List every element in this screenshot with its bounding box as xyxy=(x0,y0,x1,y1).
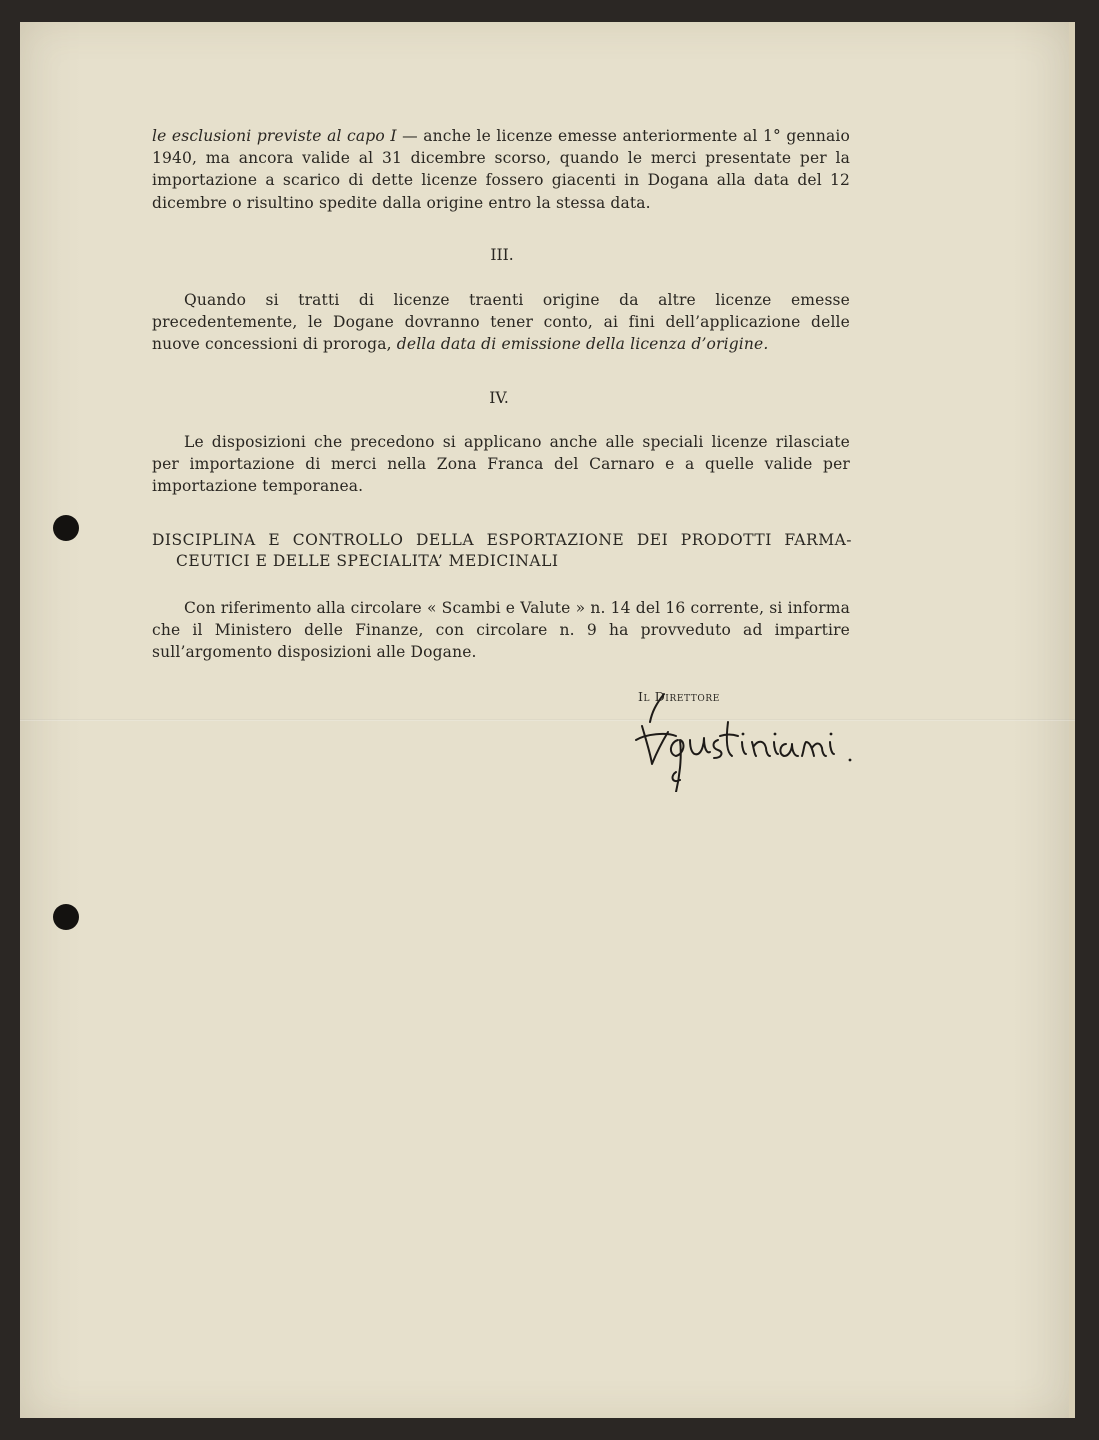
punch-hole xyxy=(53,515,79,541)
export-paragraph: Con riferimento alla circolare « Scambi e Valute » n. 14 del 16 corrente, si informa che il Ministero delle Finanze, con circolare n. 9 ha provveduto ad impartire sull’argomento disposizioni alle Dogane. xyxy=(152,599,850,662)
fold-line xyxy=(20,719,1075,721)
section-numeral-iii: III. xyxy=(490,246,514,264)
signature-title: Il Direttore xyxy=(638,689,720,704)
heading-line-2: CEUTICI E DELLE SPECIALITA’ MEDICINALI xyxy=(176,552,559,570)
punch-hole xyxy=(53,904,79,930)
section-iv-paragraph: Le disposizioni che precedono si applicano anche alle speciali licenze rilasciate per importazione di merci nella Zona Franca del Carnaro e a quelle valide per importazione temporanea. xyxy=(152,433,850,496)
section-iii-paragraph xyxy=(152,289,850,356)
italic-phrase: della data di emissione della licenza d’origine. xyxy=(396,335,769,354)
paragraph-text: — anche le licenze emesse anteriormente al 1° gennaio 1940, ma ancora valide al 31 dicembre scorso, quando le merci presentate per la importazione a scarico di dette licenze fossero giacenti in Dogana alla data del 12 dicembre o risultino spedite dalla origine entro la stessa data. xyxy=(152,127,850,212)
document-page xyxy=(20,22,1075,1418)
section-heading xyxy=(152,530,852,572)
paragraph-continuation xyxy=(152,125,850,214)
heading-line-1: DISCIPLINA E CONTROLLO DELLA ESPORTAZIONE DEI PRODOTTI FARMA- xyxy=(152,531,852,549)
signature-block xyxy=(606,682,856,792)
handwritten-signature xyxy=(606,682,856,792)
italic-lead: le esclusioni previste al capo I xyxy=(152,127,397,145)
section-numeral-iv: IV. xyxy=(489,389,509,407)
paragraph-text: Quando si tratti di licenze traenti origine da altre licenze emesse precedentemente, le Dogane dovranno tener conto, ai fini dell’applicazione delle nuove concessioni di proroga, xyxy=(152,291,850,354)
